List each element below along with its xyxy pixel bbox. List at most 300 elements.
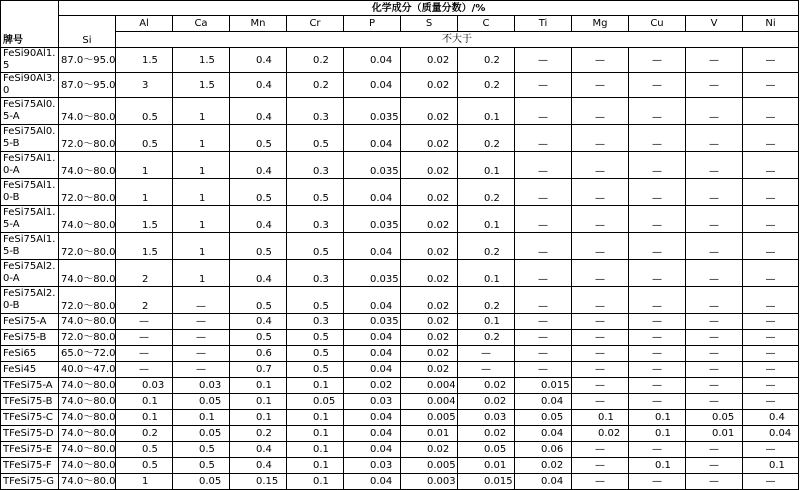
- value-cell-c: 0.2: [458, 287, 515, 314]
- column-header-v: V: [686, 16, 743, 32]
- brand-cell: FeSi45: [1, 362, 59, 378]
- value-cell-p: 0.035: [344, 152, 401, 179]
- value-cell-al: —: [116, 346, 173, 362]
- value-cell-cr: 0.1: [287, 442, 344, 458]
- value-cell-cu: —: [629, 394, 686, 410]
- value-cell-cu: —: [629, 378, 686, 394]
- value-cell-mn: 0.1: [230, 410, 287, 426]
- si-cell: 74.0～80.0: [59, 260, 116, 287]
- si-cell: 74.0～80.0: [59, 98, 116, 125]
- si-cell: 74.0～80.0: [59, 378, 116, 394]
- column-header-al: Al: [116, 16, 173, 32]
- value-cell-v: 0.01: [686, 426, 743, 442]
- value-cell-s: 0.02: [401, 442, 458, 458]
- value-cell-v: —: [686, 98, 743, 125]
- value-cell-c: 0.02: [458, 426, 515, 442]
- value-cell-al: 0.5: [116, 458, 173, 474]
- brand-cell: FeSi75Al2.0-B: [1, 287, 59, 314]
- value-cell-c: 0.2: [458, 330, 515, 346]
- value-cell-s: 0.02: [401, 125, 458, 152]
- value-cell-ti: —: [515, 206, 572, 233]
- value-cell-v: —: [686, 362, 743, 378]
- value-cell-cu: 0.1: [629, 410, 686, 426]
- value-cell-v: —: [686, 73, 743, 98]
- value-cell-c: 0.2: [458, 179, 515, 206]
- value-cell-s: 0.02: [401, 346, 458, 362]
- column-header-cu: Cu: [629, 16, 686, 32]
- value-cell-mg: —: [572, 260, 629, 287]
- value-cell-cu: —: [629, 152, 686, 179]
- brand-cell: TFeSi75-C: [1, 410, 59, 426]
- brand-cell: FeSi75Al0.5-A: [1, 98, 59, 125]
- value-cell-cu: —: [629, 260, 686, 287]
- value-cell-cr: 0.3: [287, 206, 344, 233]
- value-cell-cu: —: [629, 233, 686, 260]
- value-cell-mn: 0.5: [230, 330, 287, 346]
- value-cell-cr: 0.3: [287, 260, 344, 287]
- si-cell: 72.0～80.0: [59, 179, 116, 206]
- value-cell-cr: 0.1: [287, 378, 344, 394]
- si-cell: 74.0～80.0: [59, 314, 116, 330]
- value-cell-cu: —: [629, 48, 686, 73]
- value-cell-cu: —: [629, 314, 686, 330]
- value-cell-v: —: [686, 233, 743, 260]
- value-cell-mg: —: [572, 179, 629, 206]
- value-cell-ni: —: [743, 442, 799, 458]
- column-header-ca: Ca: [173, 16, 230, 32]
- value-cell-cr: 0.3: [287, 314, 344, 330]
- value-cell-mg: —: [572, 206, 629, 233]
- column-header-p: P: [344, 16, 401, 32]
- brand-header: 牌号: [1, 1, 59, 48]
- value-cell-mn: 0.6: [230, 346, 287, 362]
- value-cell-al: 0.1: [116, 410, 173, 426]
- brand-cell: TFeSi75-A: [1, 378, 59, 394]
- brand-cell: TFeSi75-B: [1, 394, 59, 410]
- table-row: [1, 362, 799, 378]
- value-cell-v: —: [686, 474, 743, 490]
- value-cell-c: 0.05: [458, 442, 515, 458]
- value-cell-ca: —: [173, 346, 230, 362]
- value-cell-mg: —: [572, 48, 629, 73]
- si-cell: 87.0～95.0: [59, 48, 116, 73]
- value-cell-ca: 1: [173, 179, 230, 206]
- value-cell-c: 0.1: [458, 206, 515, 233]
- value-cell-al: 2: [116, 260, 173, 287]
- si-cell: 72.0～80.0: [59, 233, 116, 260]
- value-cell-mn: 0.2: [230, 426, 287, 442]
- value-cell-c: 0.02: [458, 378, 515, 394]
- value-cell-ti: —: [515, 260, 572, 287]
- value-cell-mn: 0.4: [230, 458, 287, 474]
- value-cell-p: 0.03: [344, 458, 401, 474]
- table-row: [1, 474, 799, 490]
- value-cell-cr: 0.3: [287, 98, 344, 125]
- value-cell-ni: —: [743, 125, 799, 152]
- value-cell-cr: 0.5: [287, 330, 344, 346]
- value-cell-ca: —: [173, 287, 230, 314]
- value-cell-al: 2: [116, 287, 173, 314]
- value-cell-c: 0.2: [458, 73, 515, 98]
- value-cell-ca: 0.05: [173, 394, 230, 410]
- si-cell: 74.0～80.0: [59, 394, 116, 410]
- brand-cell: FeSi65: [1, 346, 59, 362]
- value-cell-cu: —: [629, 474, 686, 490]
- table-row: [1, 330, 799, 346]
- value-cell-c: 0.01: [458, 458, 515, 474]
- value-cell-mn: 0.15: [230, 474, 287, 490]
- value-cell-al: —: [116, 330, 173, 346]
- value-cell-p: 0.035: [344, 314, 401, 330]
- value-cell-p: 0.03: [344, 394, 401, 410]
- value-cell-s: 0.02: [401, 98, 458, 125]
- brand-cell: FeSi75Al0.5-B: [1, 125, 59, 152]
- value-cell-v: —: [686, 152, 743, 179]
- value-cell-ni: —: [743, 206, 799, 233]
- value-cell-al: 0.5: [116, 98, 173, 125]
- value-cell-ti: —: [515, 314, 572, 330]
- value-cell-mn: 0.1: [230, 378, 287, 394]
- value-cell-ni: —: [743, 330, 799, 346]
- value-cell-ti: —: [515, 287, 572, 314]
- value-cell-ni: —: [743, 48, 799, 73]
- value-cell-al: 1: [116, 474, 173, 490]
- table-row: [1, 394, 799, 410]
- value-cell-ca: 0.05: [173, 426, 230, 442]
- value-cell-ca: 1: [173, 152, 230, 179]
- value-cell-mg: 0.02: [572, 426, 629, 442]
- value-cell-cr: 0.1: [287, 426, 344, 442]
- value-cell-mn: 0.4: [230, 314, 287, 330]
- value-cell-c: 0.1: [458, 152, 515, 179]
- value-cell-ni: —: [743, 73, 799, 98]
- value-cell-ca: 1.5: [173, 48, 230, 73]
- value-cell-p: 0.035: [344, 206, 401, 233]
- value-cell-mg: —: [572, 330, 629, 346]
- brand-cell: FeSi90Al3.0: [1, 73, 59, 98]
- table-row: [1, 206, 799, 233]
- value-cell-v: —: [686, 378, 743, 394]
- si-cell: 74.0～80.0: [59, 474, 116, 490]
- value-cell-c: 0.015: [458, 474, 515, 490]
- value-cell-c: 0.2: [458, 48, 515, 73]
- value-cell-cr: 0.3: [287, 152, 344, 179]
- value-cell-ni: —: [743, 346, 799, 362]
- value-cell-v: —: [686, 48, 743, 73]
- si-cell: 74.0～80.0: [59, 442, 116, 458]
- value-cell-cu: —: [629, 73, 686, 98]
- value-cell-ti: —: [515, 73, 572, 98]
- value-cell-ni: —: [743, 152, 799, 179]
- value-cell-c: 0.1: [458, 98, 515, 125]
- value-cell-v: —: [686, 346, 743, 362]
- value-cell-v: —: [686, 260, 743, 287]
- value-cell-ti: —: [515, 152, 572, 179]
- value-cell-p: 0.02: [344, 378, 401, 394]
- value-cell-ca: 1: [173, 98, 230, 125]
- value-cell-ni: 0.4: [743, 410, 799, 426]
- table-body: [1, 48, 799, 490]
- value-cell-ca: —: [173, 362, 230, 378]
- value-cell-ni: —: [743, 314, 799, 330]
- value-cell-ni: —: [743, 98, 799, 125]
- table-row: [1, 98, 799, 125]
- si-header: Si: [59, 16, 116, 48]
- value-cell-s: 0.02: [401, 179, 458, 206]
- value-cell-ti: —: [515, 98, 572, 125]
- value-cell-ca: 1: [173, 233, 230, 260]
- table-row: [1, 233, 799, 260]
- brand-cell: TFeSi75-F: [1, 458, 59, 474]
- value-cell-ti: 0.015: [515, 378, 572, 394]
- value-cell-cu: —: [629, 346, 686, 362]
- value-cell-v: —: [686, 206, 743, 233]
- value-cell-s: 0.005: [401, 410, 458, 426]
- value-cell-ca: 0.05: [173, 474, 230, 490]
- value-cell-p: 0.04: [344, 474, 401, 490]
- column-header-mn: Mn: [230, 16, 287, 32]
- value-cell-mn: 0.4: [230, 260, 287, 287]
- value-cell-s: 0.02: [401, 330, 458, 346]
- value-cell-ca: 0.1: [173, 410, 230, 426]
- value-cell-s: 0.02: [401, 48, 458, 73]
- value-cell-v: —: [686, 442, 743, 458]
- brand-cell: FeSi75-B: [1, 330, 59, 346]
- brand-cell: FeSi75Al1.0-B: [1, 179, 59, 206]
- si-cell: 74.0～80.0: [59, 152, 116, 179]
- value-cell-mn: 0.5: [230, 125, 287, 152]
- value-cell-ti: 0.02: [515, 458, 572, 474]
- value-cell-cr: 0.5: [287, 362, 344, 378]
- value-cell-mg: —: [572, 287, 629, 314]
- value-cell-cu: —: [629, 179, 686, 206]
- brand-cell: FeSi75Al1.5-B: [1, 233, 59, 260]
- value-cell-p: 0.04: [344, 410, 401, 426]
- value-cell-p: 0.04: [344, 287, 401, 314]
- table-row: [1, 73, 799, 98]
- table-title: 化学成分（质量分数）/%: [59, 1, 799, 16]
- si-cell: 74.0～80.0: [59, 458, 116, 474]
- value-cell-c: 0.03: [458, 410, 515, 426]
- value-cell-mg: —: [572, 98, 629, 125]
- value-cell-ti: —: [515, 125, 572, 152]
- value-cell-ti: —: [515, 179, 572, 206]
- value-cell-s: 0.02: [401, 260, 458, 287]
- value-cell-mn: 0.5: [230, 233, 287, 260]
- value-cell-mg: —: [572, 233, 629, 260]
- value-cell-s: 0.004: [401, 378, 458, 394]
- value-cell-al: 1: [116, 152, 173, 179]
- value-cell-p: 0.04: [344, 330, 401, 346]
- value-cell-ni: —: [743, 378, 799, 394]
- value-cell-p: 0.04: [344, 125, 401, 152]
- value-cell-mn: 0.4: [230, 206, 287, 233]
- value-cell-ni: —: [743, 394, 799, 410]
- value-cell-ti: —: [515, 346, 572, 362]
- value-cell-mg: —: [572, 394, 629, 410]
- brand-cell: TFeSi75-D: [1, 426, 59, 442]
- value-cell-ti: 0.05: [515, 410, 572, 426]
- value-cell-mn: 0.4: [230, 152, 287, 179]
- value-cell-al: 0.2: [116, 426, 173, 442]
- column-header-c: C: [458, 16, 515, 32]
- value-cell-mg: —: [572, 442, 629, 458]
- value-cell-c: 0.2: [458, 125, 515, 152]
- value-cell-v: —: [686, 330, 743, 346]
- value-cell-ni: 0.1: [743, 458, 799, 474]
- value-cell-s: 0.02: [401, 206, 458, 233]
- value-cell-s: 0.02: [401, 233, 458, 260]
- value-cell-cr: 0.5: [287, 287, 344, 314]
- table-row: [1, 314, 799, 330]
- si-cell: 65.0～72.0: [59, 346, 116, 362]
- value-cell-ca: —: [173, 330, 230, 346]
- value-cell-al: 1: [116, 179, 173, 206]
- value-cell-mg: —: [572, 314, 629, 330]
- si-cell: 74.0～80.0: [59, 206, 116, 233]
- value-cell-mn: 0.5: [230, 179, 287, 206]
- value-cell-mg: —: [572, 458, 629, 474]
- value-cell-cr: 0.1: [287, 410, 344, 426]
- column-header-ti: Ti: [515, 16, 572, 32]
- value-cell-s: 0.02: [401, 362, 458, 378]
- value-cell-ti: —: [515, 362, 572, 378]
- table-row: [1, 410, 799, 426]
- value-cell-ca: 1: [173, 125, 230, 152]
- value-cell-p: 0.04: [344, 426, 401, 442]
- value-cell-ni: —: [743, 233, 799, 260]
- value-cell-mg: —: [572, 362, 629, 378]
- value-cell-cr: 0.2: [287, 73, 344, 98]
- value-cell-ca: 1: [173, 206, 230, 233]
- value-cell-ca: 1: [173, 260, 230, 287]
- value-cell-mn: 0.1: [230, 394, 287, 410]
- value-cell-mg: —: [572, 152, 629, 179]
- value-cell-al: 0.1: [116, 394, 173, 410]
- table-row: [1, 378, 799, 394]
- value-cell-mg: —: [572, 474, 629, 490]
- value-cell-v: —: [686, 394, 743, 410]
- value-cell-s: 0.02: [401, 287, 458, 314]
- value-cell-s: 0.004: [401, 394, 458, 410]
- value-cell-mn: 0.7: [230, 362, 287, 378]
- value-cell-c: 0.2: [458, 233, 515, 260]
- value-cell-ca: 0.03: [173, 378, 230, 394]
- value-cell-ni: —: [743, 474, 799, 490]
- value-cell-al: 0.03: [116, 378, 173, 394]
- si-cell: 72.0～80.0: [59, 287, 116, 314]
- value-cell-cu: —: [629, 287, 686, 314]
- value-cell-al: 3: [116, 73, 173, 98]
- si-cell: 74.0～80.0: [59, 426, 116, 442]
- value-cell-ti: —: [515, 233, 572, 260]
- value-cell-al: —: [116, 362, 173, 378]
- value-cell-cr: 0.1: [287, 458, 344, 474]
- value-cell-ca: 1.5: [173, 73, 230, 98]
- value-cell-c: 0.1: [458, 314, 515, 330]
- brand-cell: FeSi75Al1.5-A: [1, 206, 59, 233]
- si-cell: 72.0～80.0: [59, 330, 116, 346]
- value-cell-p: 0.035: [344, 260, 401, 287]
- value-cell-mn: 0.4: [230, 442, 287, 458]
- value-cell-cu: —: [629, 362, 686, 378]
- value-cell-ni: —: [743, 287, 799, 314]
- value-cell-p: 0.04: [344, 346, 401, 362]
- value-cell-cu: —: [629, 98, 686, 125]
- value-cell-cr: 0.5: [287, 125, 344, 152]
- value-cell-mg: 0.1: [572, 410, 629, 426]
- value-cell-mg: —: [572, 73, 629, 98]
- value-cell-mg: —: [572, 378, 629, 394]
- value-cell-cu: 0.1: [629, 458, 686, 474]
- value-cell-v: —: [686, 125, 743, 152]
- table-row: [1, 125, 799, 152]
- value-cell-c: —: [458, 346, 515, 362]
- table-row: [1, 346, 799, 362]
- value-cell-mn: 0.4: [230, 98, 287, 125]
- brand-cell: TFeSi75-E: [1, 442, 59, 458]
- value-cell-ca: 0.5: [173, 442, 230, 458]
- table-row: [1, 48, 799, 73]
- value-cell-al: —: [116, 314, 173, 330]
- table-row: [1, 179, 799, 206]
- table-row: [1, 152, 799, 179]
- column-header-mg: Mg: [572, 16, 629, 32]
- si-cell: 40.0～47.0: [59, 362, 116, 378]
- value-cell-s: 0.02: [401, 73, 458, 98]
- value-cell-mn: 0.4: [230, 73, 287, 98]
- brand-cell: TFeSi75-G: [1, 474, 59, 490]
- value-cell-mg: —: [572, 346, 629, 362]
- value-cell-p: 0.04: [344, 442, 401, 458]
- value-cell-p: 0.04: [344, 179, 401, 206]
- value-cell-cu: —: [629, 125, 686, 152]
- table-row: [1, 287, 799, 314]
- value-cell-s: 0.003: [401, 474, 458, 490]
- value-cell-p: 0.04: [344, 362, 401, 378]
- value-cell-ni: 0.04: [743, 426, 799, 442]
- value-cell-cu: —: [629, 330, 686, 346]
- value-cell-v: —: [686, 458, 743, 474]
- si-cell: 74.0～80.0: [59, 410, 116, 426]
- value-cell-p: 0.035: [344, 98, 401, 125]
- value-cell-cr: 0.2: [287, 48, 344, 73]
- value-cell-c: —: [458, 362, 515, 378]
- value-cell-c: 0.02: [458, 394, 515, 410]
- value-cell-cr: 0.05: [287, 394, 344, 410]
- table-row: [1, 458, 799, 474]
- column-header-ni: Ni: [743, 16, 799, 32]
- value-cell-ti: 0.04: [515, 394, 572, 410]
- value-cell-ca: 0.5: [173, 458, 230, 474]
- value-cell-p: 0.04: [344, 73, 401, 98]
- brand-cell: FeSi90Al1.5: [1, 48, 59, 73]
- value-cell-ti: 0.04: [515, 426, 572, 442]
- value-cell-s: 0.005: [401, 458, 458, 474]
- value-cell-al: 1.5: [116, 233, 173, 260]
- brand-cell: FeSi75-A: [1, 314, 59, 330]
- brand-cell: FeSi75Al2.0-A: [1, 260, 59, 287]
- value-cell-v: —: [686, 314, 743, 330]
- value-cell-mn: 0.5: [230, 287, 287, 314]
- value-cell-s: 0.02: [401, 152, 458, 179]
- column-header-cr: Cr: [287, 16, 344, 32]
- table-row: [1, 260, 799, 287]
- si-cell: 72.0～80.0: [59, 125, 116, 152]
- value-cell-ni: —: [743, 260, 799, 287]
- brand-cell: FeSi75Al1.0-A: [1, 152, 59, 179]
- value-cell-cr: 0.5: [287, 233, 344, 260]
